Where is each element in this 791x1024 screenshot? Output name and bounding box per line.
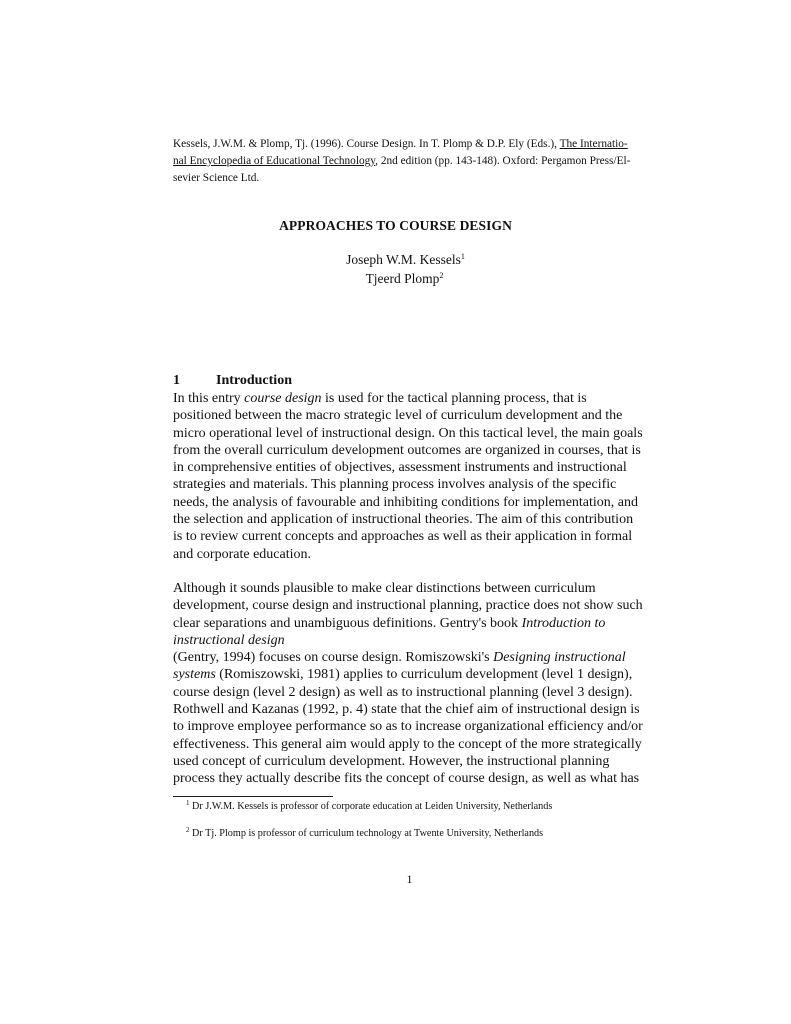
paragraph-introduction [173,390,665,563]
paragraph-distinctions [173,580,665,788]
encyclopedia-title: The Internatio- [559,138,628,150]
text-line: used concept of curriculum development. However, the instructional planning [173,753,610,769]
text-line: the selection and application of instructional theories. The aim of this contribution [173,512,634,528]
text-line: In this entry course design is used for the tactical planning process, that is [173,391,587,406]
footnote-marker: 2 [439,271,444,280]
text-line: micro operational level of instructional design. On this tactical level, the main goals [173,425,643,441]
citation-line: nal Encyclopedia of Educational Technology, 2nd edition (pp. 143-148). Oxford: Pergamon Press/El- [173,155,631,167]
text-line: development, course design and instructional planning, practice does not show such [173,598,643,614]
citation-line: Kessels, J.W.M. & Plomp, Tj. (1996). Course Design. In T. Plomp & D.P. Ely (Eds.), The Internatio- [173,138,628,150]
book-title: Designing instructional [493,650,626,666]
text-line: (Gentry, 1994) focuses on course design. Romiszowski's Designing instructional [173,650,626,666]
section-number: 1 [173,373,180,388]
paper-title: APPROACHES TO COURSE DESIGN [279,218,512,233]
text-line: and corporate education. [173,546,311,562]
text-line: needs, the analysis of favourable and inhibiting conditions for implementation, and [173,494,639,510]
text-line: systems (Romiszowski, 1981) applies to curriculum development (level 1 design), [173,667,633,683]
footnote-divider [173,796,333,797]
citation-line: sevier Science Ltd. [173,172,260,184]
text-line [173,632,665,649]
footnote-marker: 1 [460,252,465,261]
text-line: course design (level 2 design) as well as to instructional planning (level 3 design). [173,684,633,700]
section-heading [173,373,292,389]
section-title: Introduction [216,373,292,388]
text-line: positioned between the macro strategic level of curriculum development and the [173,408,623,424]
text-line: to improve employee performance so as to increase organizational efficiency and/or [173,719,643,735]
text-line: is to review current concepts and approaches as well as their application in formal [173,529,633,545]
footnote-2: $^2$ Dr Tj. Plomp is professor of curriculum technology at Twente University, Netherlands [186,826,544,839]
text-line: Although it sounds plausible to make clear distinctions between curriculum [173,581,596,596]
footnote-mark: 1 [186,799,190,807]
text-line: in comprehensive entities of objectives, assessment instruments and instructional [173,460,627,476]
text-line: strategies and materials. This planning process involves analysis of the specific [173,477,617,493]
citation-block [173,136,657,187]
text-line: process they actually describe fits the concept of course design, as well as what has [173,771,640,787]
footnote-1: $^1$ Dr J.W.M. Kessels is professor of corporate education at Leiden University, Netherlands [186,799,553,812]
footnote-mark: 2 [186,826,190,834]
page-number: 1 [406,872,413,886]
text-line: from the overall curriculum development outcomes are organized in courses, that is [173,442,641,458]
author-plomp: Tjeerd Plomp$^2$ [365,271,444,286]
encyclopedia-title: nal Encyclopedia of Educational Technology [173,155,376,167]
book-title: Introduction to [521,615,606,631]
emphasis: course design [244,391,322,406]
text-line: clear separations and unambiguous definitions. Gentry's book Introduction to [173,615,606,631]
book-title: instructional design [173,632,285,648]
author-kessels: Joseph W.M. Kessels$^1$ [346,252,465,267]
text-line: Rothwell and Kazanas (1992, p. 4) state that the chief aim of instructional design is [173,702,640,718]
book-title: systems [173,667,216,683]
text-line: effectiveness. This general aim would apply to the concept of the more strategically [173,736,642,752]
